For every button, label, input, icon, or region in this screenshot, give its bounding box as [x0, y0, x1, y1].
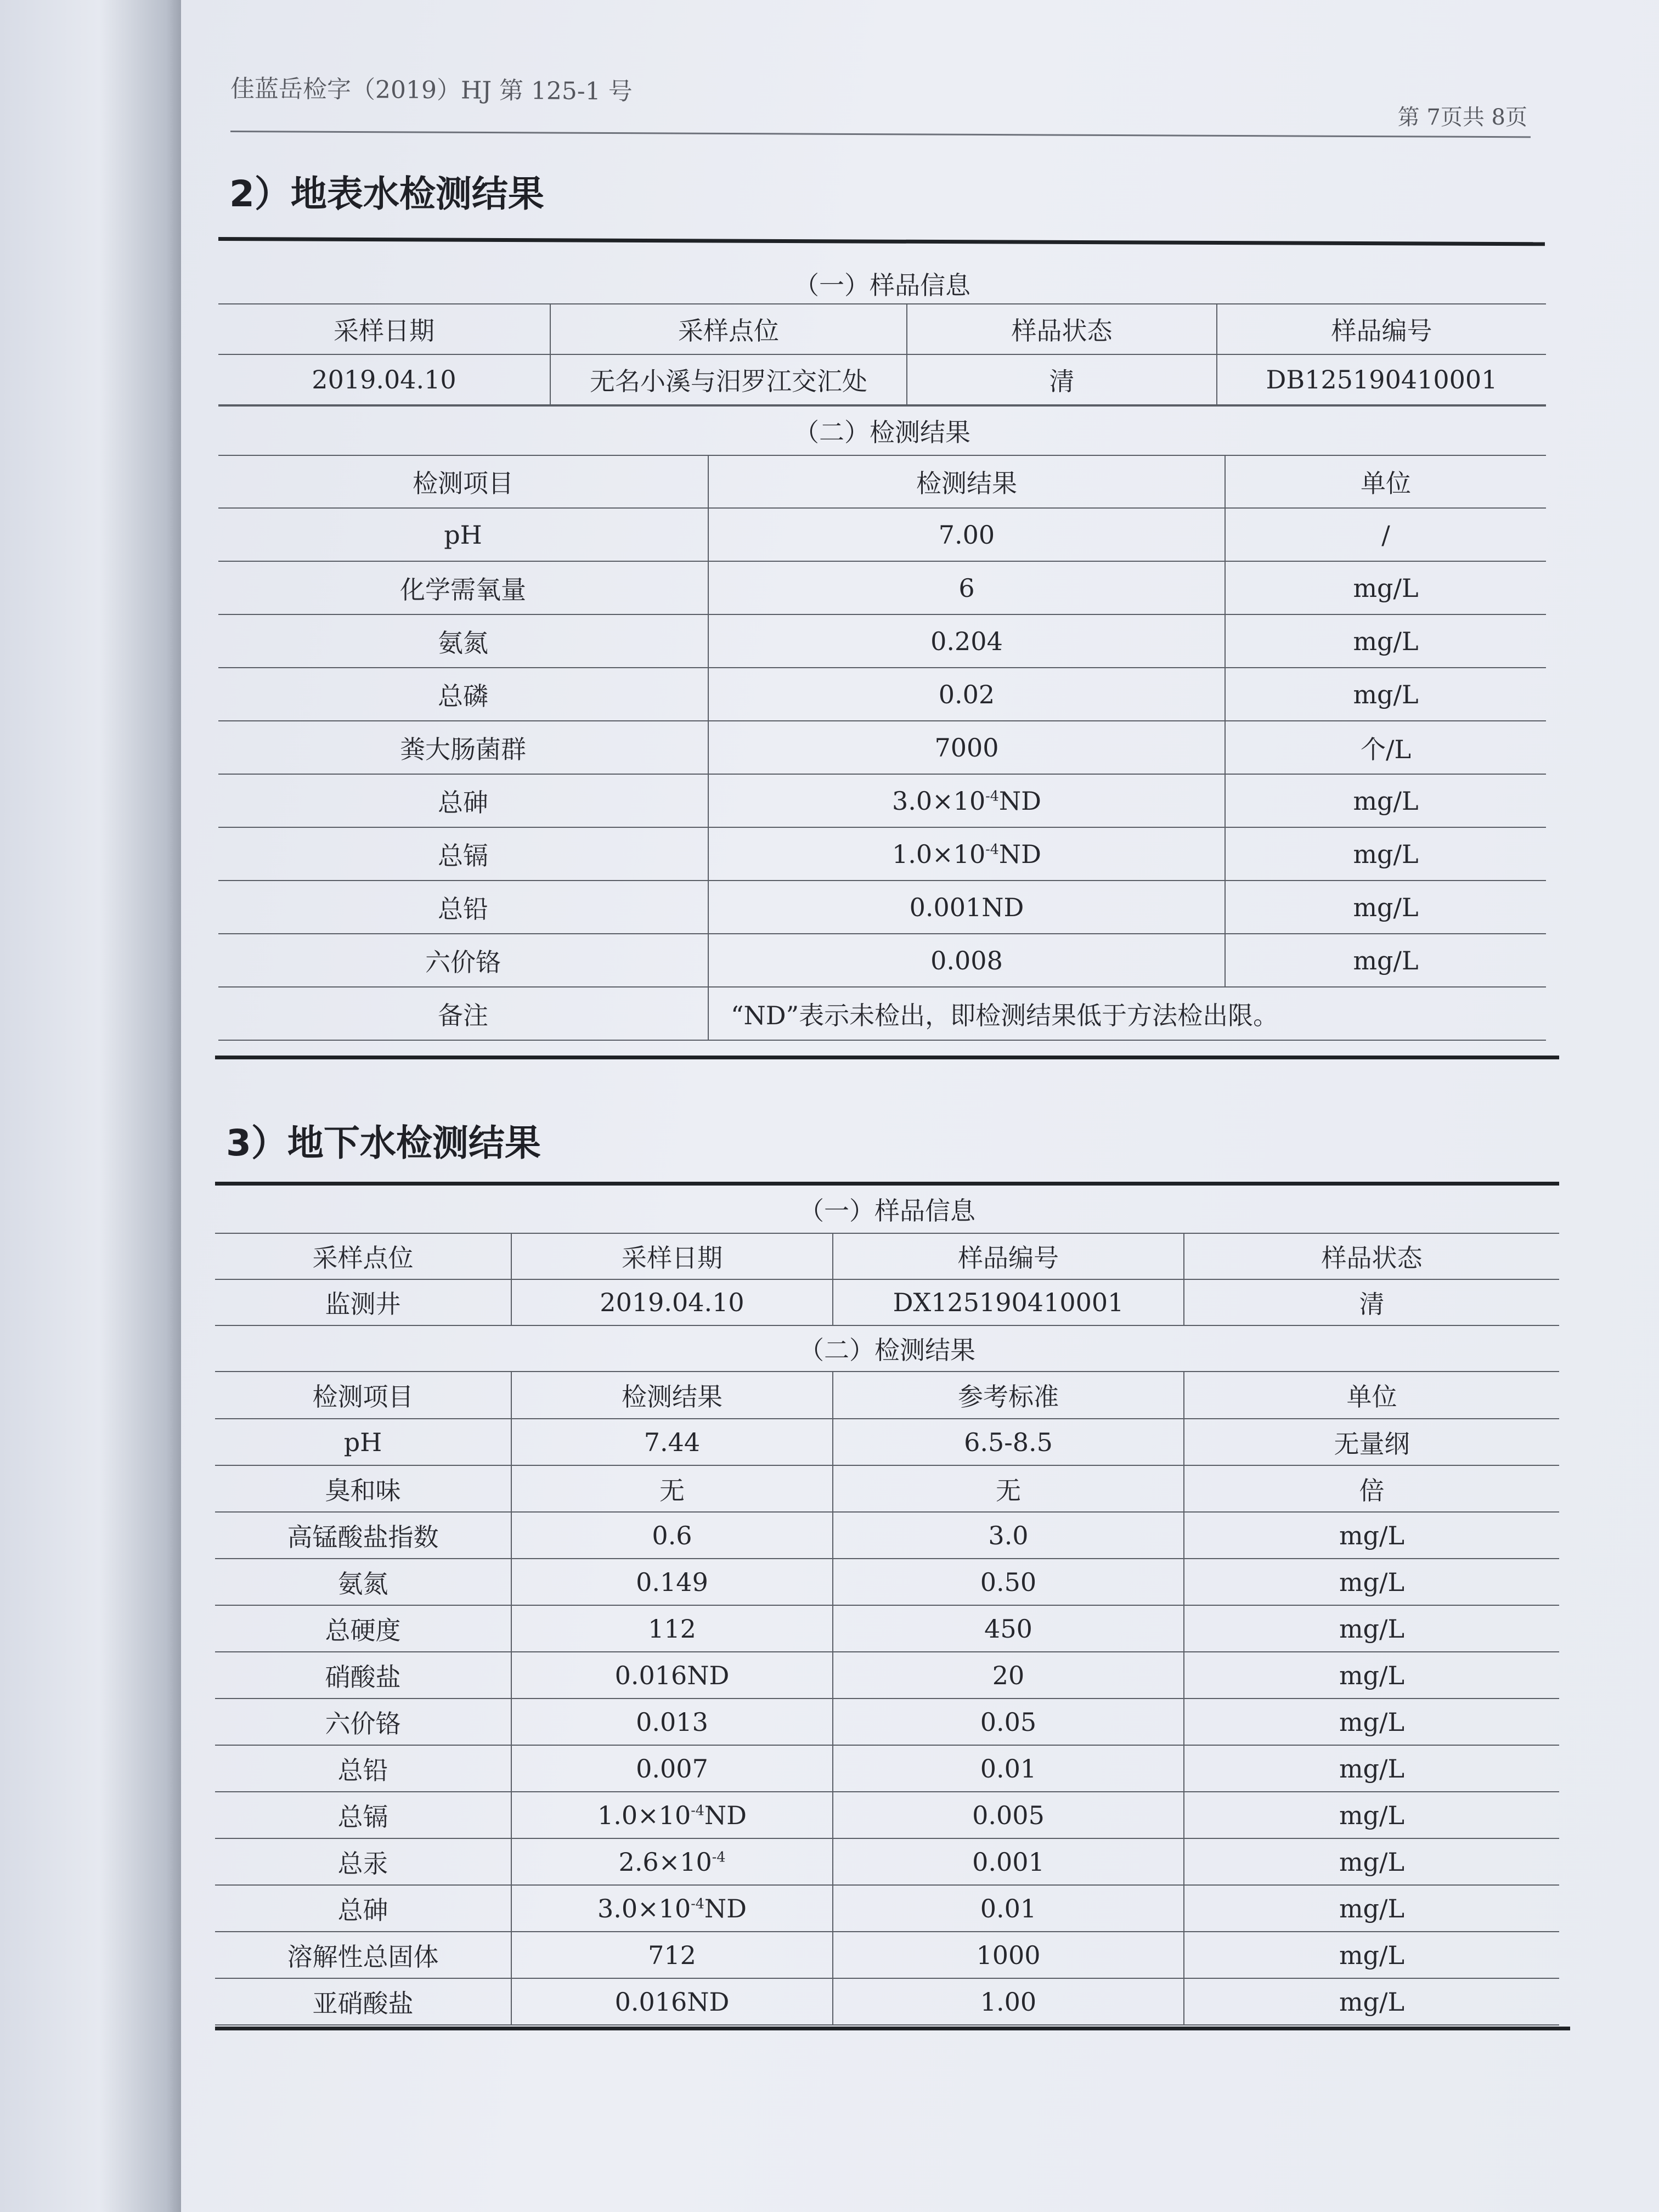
surface-row-result: 0.204 — [708, 614, 1225, 668]
surface-row-unit: mg/L — [1225, 614, 1546, 668]
ground-row-standard: 1.00 — [833, 1978, 1184, 2025]
ground-row-unit: mg/L — [1184, 1745, 1559, 1792]
surface-row-result: 6 — [708, 561, 1225, 614]
surface-row-result: 7.00 — [708, 508, 1225, 561]
ground-sample-section-title: （一）样品信息 — [215, 1185, 1559, 1233]
ground-row-item: 总铅 — [215, 1745, 511, 1792]
surface-row-unit: mg/L — [1225, 934, 1546, 987]
ground-row-standard: 1000 — [833, 1932, 1184, 1978]
result-suffix: ND — [998, 839, 1042, 869]
surface-row-item: 化学需氧量 — [218, 561, 708, 614]
ground-row-standard: 3.0 — [833, 1512, 1184, 1559]
ground-row-item: 总汞 — [215, 1838, 511, 1885]
ground-sample-header: 样品状态 — [1184, 1233, 1559, 1279]
ground-row-unit: mg/L — [1184, 1932, 1559, 1978]
ground-row-standard: 6.5-8.5 — [833, 1419, 1184, 1465]
ground-sample-header: 采样点位 — [215, 1233, 511, 1279]
ground-row-standard: 450 — [833, 1605, 1184, 1652]
ground-row-unit: mg/L — [1184, 1978, 1559, 2025]
ground-row-standard: 0.005 — [833, 1792, 1184, 1838]
surface-row-result: 0.008 — [708, 934, 1225, 987]
ground-result-header: 参考标准 — [833, 1372, 1184, 1419]
surface-sample-section-title: （一）样品信息 — [218, 263, 1546, 304]
surface-row-item: 氨氮 — [218, 614, 708, 668]
ground-sample-header: 采样日期 — [511, 1233, 833, 1279]
surface-remark-label: 备注 — [218, 987, 708, 1040]
ground-row-unit: 无量纲 — [1184, 1419, 1559, 1465]
ground-row-unit: mg/L — [1184, 1792, 1559, 1838]
ground-row-item: 总镉 — [215, 1792, 511, 1838]
surface-result-header: 检测结果 — [708, 455, 1225, 508]
ground-row-unit: mg/L — [1184, 1559, 1559, 1605]
result-suffix: ND — [998, 786, 1042, 816]
result-base: 1.0×10 — [597, 1800, 691, 1830]
ground-row-item: 臭和味 — [215, 1465, 511, 1512]
surface-row-item: 粪大肠菌群 — [218, 721, 708, 774]
ground-row-unit: 倍 — [1184, 1465, 1559, 1512]
surface-sample-value: DB125190410001 — [1217, 354, 1546, 405]
result-suffix: ND — [704, 1800, 747, 1830]
ground-row-item: 六价铬 — [215, 1699, 511, 1745]
surface-sample-header: 采样点位 — [550, 304, 907, 354]
ground-row-item: 高锰酸盐指数 — [215, 1512, 511, 1559]
surface-sample-header: 采样日期 — [218, 304, 550, 354]
ground-row-result: 0.013 — [511, 1699, 833, 1745]
ground-row-item: 总砷 — [215, 1885, 511, 1932]
ground-water-title: 3）地下水检测结果 — [226, 1122, 541, 1164]
ground-row-unit: mg/L — [1184, 1605, 1559, 1652]
ground-row-result: 0.007 — [511, 1745, 833, 1792]
result-base: 3.0×10 — [891, 786, 986, 816]
ground-sample-value: 监测井 — [215, 1279, 511, 1325]
ground-row-standard: 0.01 — [833, 1745, 1184, 1792]
ground-row-result: 无 — [511, 1465, 833, 1512]
ground-result-section-title: （二）检测结果 — [215, 1325, 1559, 1372]
surface-row-unit: 个/L — [1225, 721, 1546, 774]
ground-row-result — [511, 1792, 833, 1838]
ground-sample-value: 清 — [1184, 1279, 1559, 1325]
ground-sample-header: 样品编号 — [833, 1233, 1184, 1279]
surface-row-result — [708, 827, 1225, 881]
ground-row-standard: 0.05 — [833, 1699, 1184, 1745]
surface-row-item: 总砷 — [218, 774, 708, 827]
ground-row-result: 0.016ND — [511, 1978, 833, 2025]
ground-row-standard: 20 — [833, 1652, 1184, 1699]
surface-bottom-rule — [215, 1056, 1559, 1059]
ground-row-unit: mg/L — [1184, 1885, 1559, 1932]
page-indicator: 第 7页共 8页 — [1397, 105, 1527, 130]
ground-row-standard: 0.01 — [833, 1885, 1184, 1932]
surface-result-section-title: （二）检测结果 — [218, 406, 1546, 455]
ground-water-table — [215, 1185, 1559, 2025]
ground-row-standard: 0.50 — [833, 1559, 1184, 1605]
surface-result-header: 单位 — [1225, 455, 1546, 508]
surface-sample-header: 样品编号 — [1217, 304, 1546, 354]
surface-sample-value: 无名小溪与汨罗江交汇处 — [550, 354, 907, 405]
surface-row-unit: / — [1225, 508, 1546, 561]
surface-row-result: 7000 — [708, 721, 1225, 774]
ground-row-item: 氨氮 — [215, 1559, 511, 1605]
ground-row-result — [511, 1838, 833, 1885]
ground-row-item: 硝酸盐 — [215, 1652, 511, 1699]
report-number: 佳蓝岳检字（2019）HJ 第 125-1 号 — [230, 75, 633, 106]
surface-remark-text: “ND”表示未检出，即检测结果低于方法检出限。 — [708, 987, 1546, 1040]
result-exponent: -4 — [985, 841, 999, 857]
surface-sample-header: 样品状态 — [907, 304, 1217, 354]
surface-row-item: pH — [218, 508, 708, 561]
ground-bottom-rule — [215, 2027, 1570, 2030]
result-exponent: -4 — [985, 788, 999, 804]
ground-row-standard: 无 — [833, 1465, 1184, 1512]
ground-result-header: 单位 — [1184, 1372, 1559, 1419]
ground-sample-value: 2019.04.10 — [511, 1279, 833, 1325]
ground-row-result: 112 — [511, 1605, 833, 1652]
ground-result-header: 检测项目 — [215, 1372, 511, 1419]
result-suffix: ND — [704, 1893, 747, 1923]
surface-row-item: 总镉 — [218, 827, 708, 881]
ground-row-item: 溶解性总固体 — [215, 1932, 511, 1978]
ground-result-header: 检测结果 — [511, 1372, 833, 1419]
result-base: 1.0×10 — [891, 839, 986, 869]
surface-row-unit: mg/L — [1225, 774, 1546, 827]
ground-row-standard: 0.001 — [833, 1838, 1184, 1885]
ground-sample-value: DX125190410001 — [833, 1279, 1184, 1325]
surface-water-table — [218, 263, 1546, 1041]
result-base: 2.6×10 — [618, 1847, 712, 1877]
surface-row-unit: mg/L — [1225, 881, 1546, 934]
surface-row-unit: mg/L — [1225, 561, 1546, 614]
ground-row-unit: mg/L — [1184, 1652, 1559, 1699]
surface-sample-value: 清 — [907, 354, 1217, 405]
result-exponent: -4 — [691, 1802, 704, 1819]
surface-row-item: 总磷 — [218, 668, 708, 721]
surface-row-unit: mg/L — [1225, 668, 1546, 721]
result-base: 3.0×10 — [597, 1893, 691, 1923]
surface-water-title: 2）地表水检测结果 — [229, 173, 544, 215]
surface-row-item: 六价铬 — [218, 934, 708, 987]
ground-row-result: 0.6 — [511, 1512, 833, 1559]
ground-row-unit: mg/L — [1184, 1512, 1559, 1559]
result-exponent: -4 — [691, 1895, 704, 1912]
surface-row-result: 0.02 — [708, 668, 1225, 721]
result-exponent: -4 — [712, 1849, 726, 1865]
surface-row-unit: mg/L — [1225, 827, 1546, 881]
surface-row-result: 0.001ND — [708, 881, 1225, 934]
ground-row-unit: mg/L — [1184, 1838, 1559, 1885]
book-spine — [0, 0, 181, 2212]
ground-row-result: 712 — [511, 1932, 833, 1978]
ground-row-item: 亚硝酸盐 — [215, 1978, 511, 2025]
surface-sample-value: 2019.04.10 — [218, 354, 550, 405]
ground-row-item: 总硬度 — [215, 1605, 511, 1652]
surface-result-header: 检测项目 — [218, 455, 708, 508]
ground-row-result — [511, 1885, 833, 1932]
ground-row-result: 0.016ND — [511, 1652, 833, 1699]
ground-row-result: 0.149 — [511, 1559, 833, 1605]
surface-row-item: 总铅 — [218, 881, 708, 934]
surface-row-result — [708, 774, 1225, 827]
ground-row-result: 7.44 — [511, 1419, 833, 1465]
ground-row-unit: mg/L — [1184, 1699, 1559, 1745]
ground-row-item: pH — [215, 1419, 511, 1465]
